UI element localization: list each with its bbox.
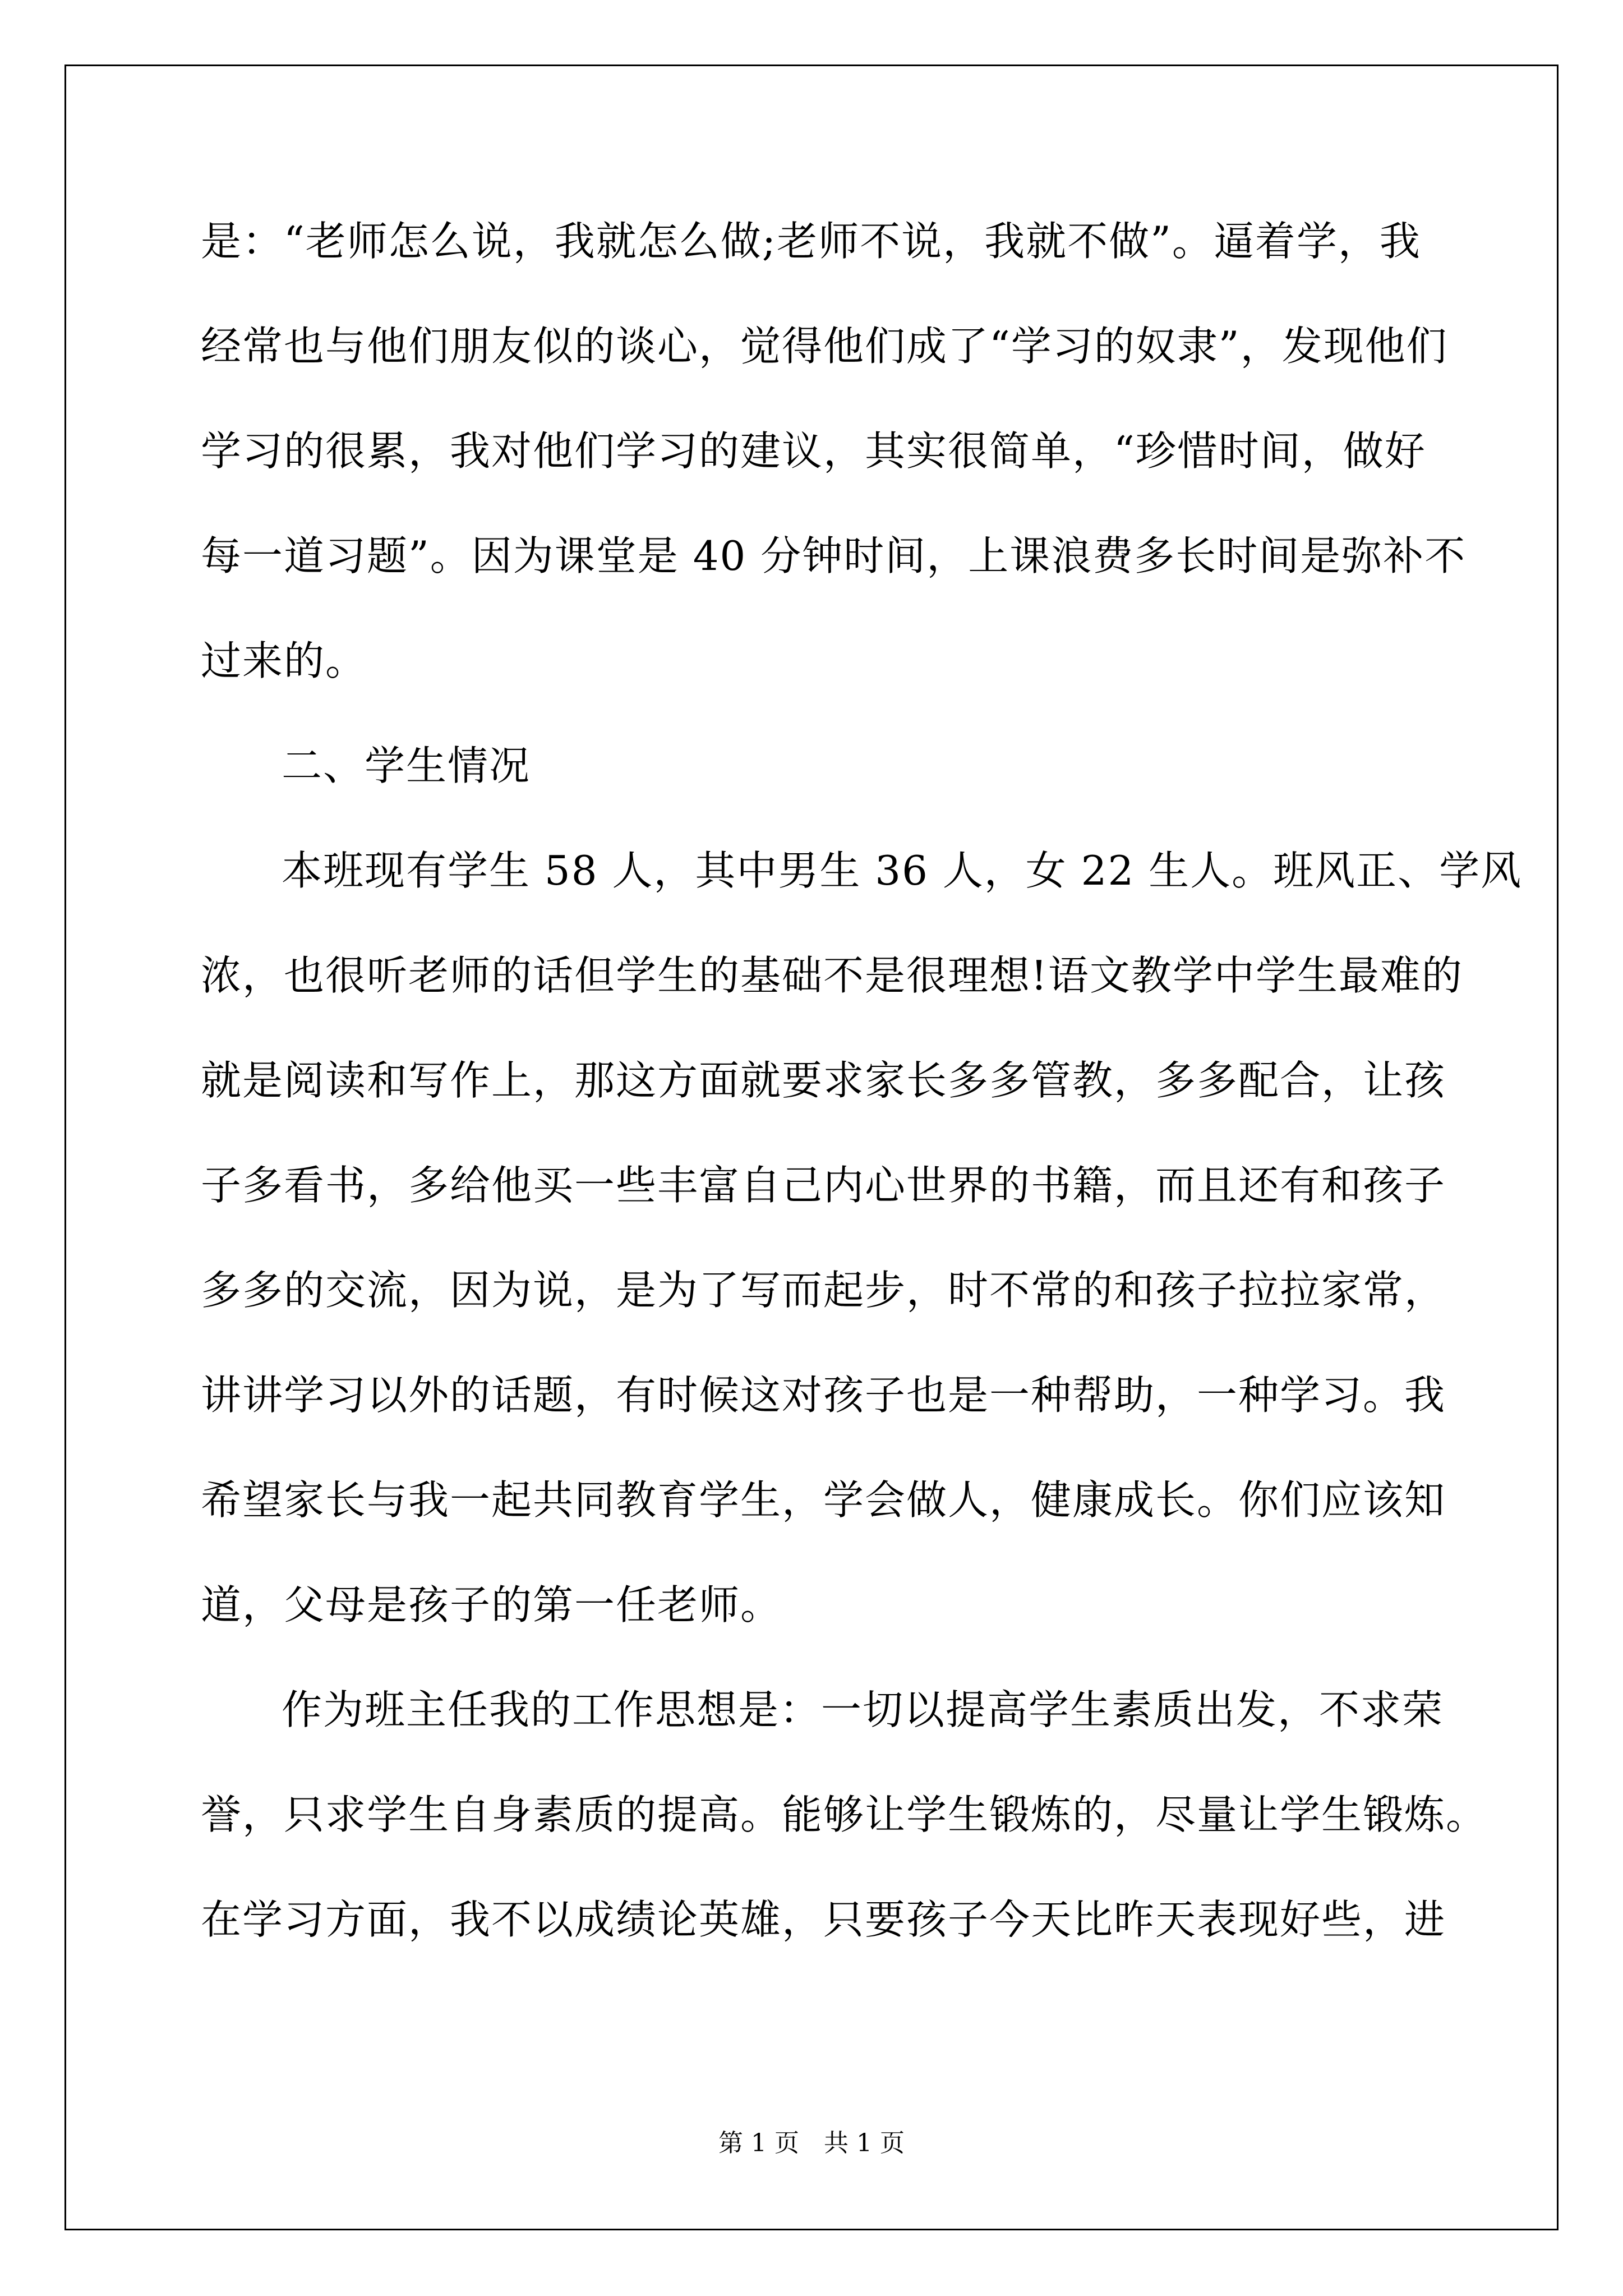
text-line: 就是阅读和写作上，那这方面就要求家长多多管教，多多配合，让孩	[201, 1057, 1446, 1104]
text-line: 讲讲学习以外的话题，有时候这对孩子也是一种帮助，一种学习。我	[201, 1372, 1446, 1419]
text-line: 过来的。	[201, 637, 367, 684]
page-number-footer: 第 1 页 共 1 页	[718, 2129, 905, 2157]
text-line: 道，父母是孩子的第一任老师。	[201, 1581, 782, 1628]
text-line: 是：“老师怎么说，我就怎么做;老师不说，我就不做”。逼着学，我	[201, 218, 1421, 265]
section-heading: 二、学生情况	[282, 742, 531, 789]
text-line: 浓，也很听老师的话但学生的基础不是很理想!语文教学中学生最难的	[201, 952, 1463, 999]
text-line: 多多的交流，因为说，是为了写而起步，时不常的和孩子拉拉家常，	[201, 1267, 1446, 1314]
text-line: 子多看书，多给他买一些丰富自己内心世界的书籍，而且还有和孩子	[201, 1162, 1446, 1209]
text-line: 本班现有学生 58 人，其中男生 36 人，女 22 生人。班风正、学风	[282, 847, 1523, 894]
text-line: 誉，只求学生自身素质的提高。能够让学生锻炼的，尽量让学生锻炼。	[201, 1791, 1488, 1838]
text-line: 学习的很累，我对他们学习的建议，其实很简单，“珍惜时间，做好	[201, 427, 1426, 475]
text-line: 作为班主任我的工作思想是：一切以提高学生素质出发，不求荣	[282, 1686, 1444, 1733]
text-line: 每一道习题”。因为课堂是 40 分钟时间，上课浪费多长时间是弥补不	[201, 532, 1467, 579]
text-line: 在学习方面，我不以成绩论英雄，只要孩子今天比昨天表现好些，进	[201, 1896, 1446, 1943]
text-line: 希望家长与我一起共同教育学生，学会做人，健康成长。你们应该知	[201, 1476, 1446, 1524]
text-line: 经常也与他们朋友似的谈心，觉得他们成了“学习的奴隶”，发现他们	[201, 323, 1448, 370]
